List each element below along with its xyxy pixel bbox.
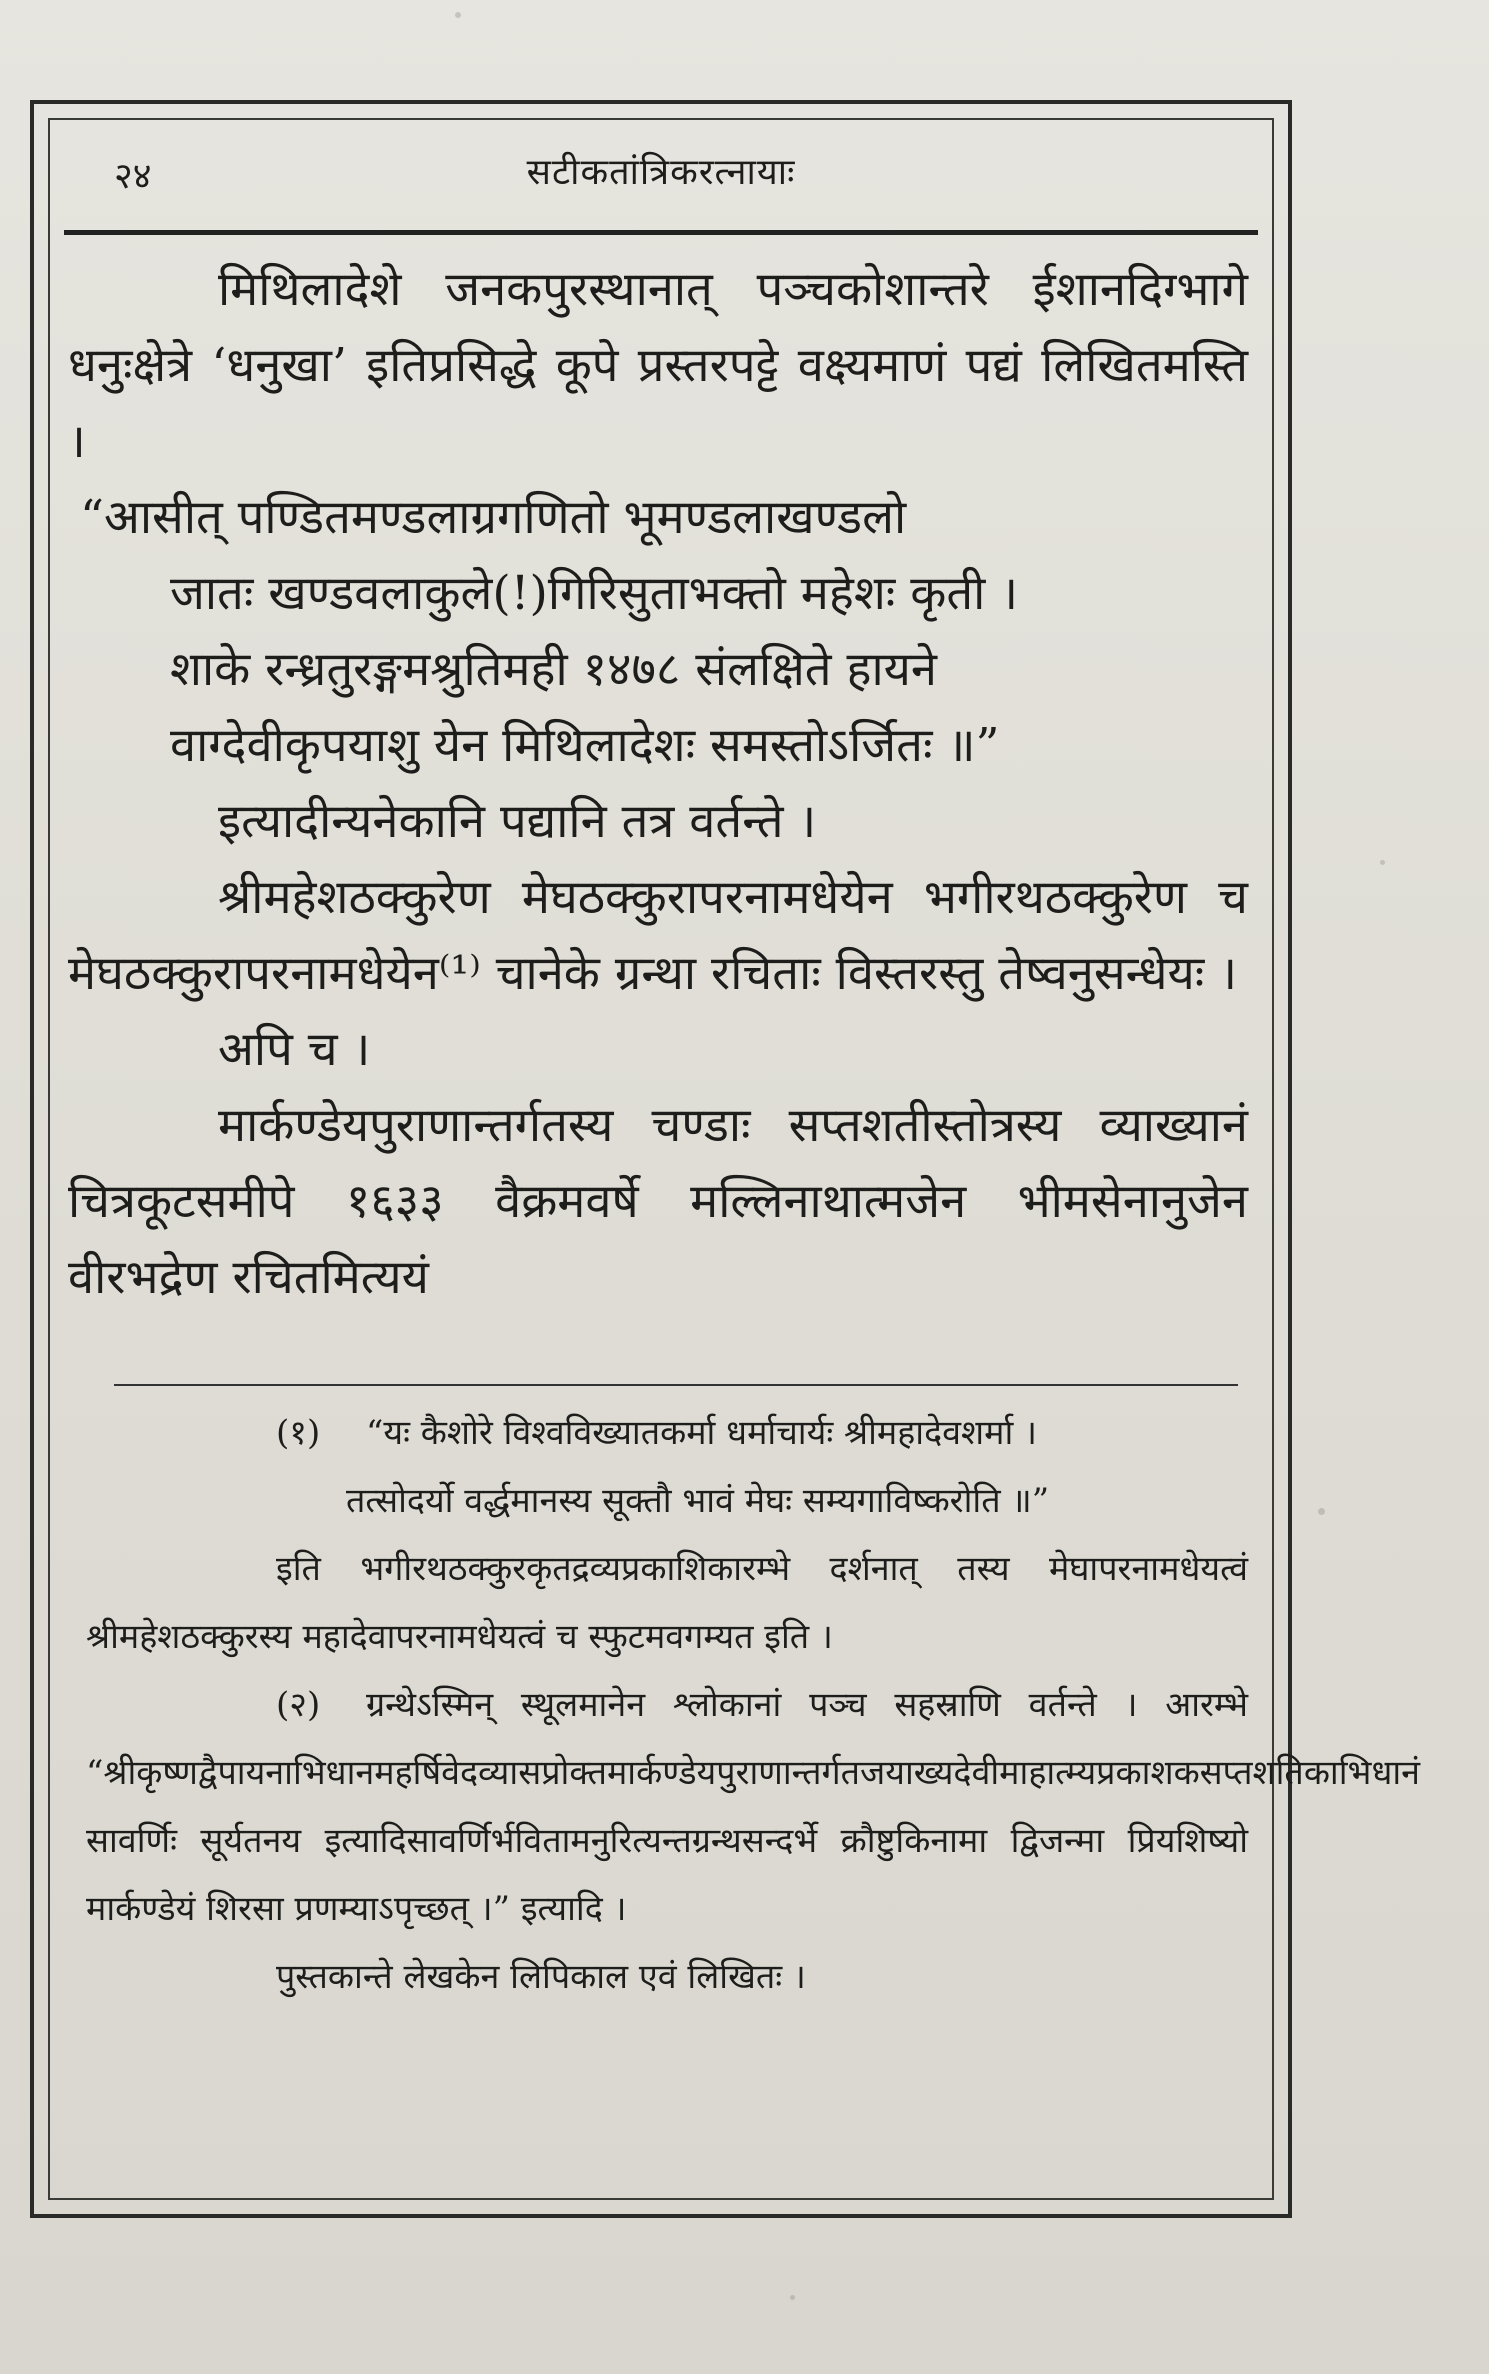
footnote-2-marker: (२)	[276, 1685, 321, 1725]
page-number: २४	[114, 156, 152, 197]
inscription-verse	[68, 480, 1248, 784]
footnote-1-text: इति भगीरथठक्कुरकृतद्रव्यप्रकाशिकारम्भे दर्शनात् तस्य मेघापरनामधेयत्वं श्रीमहेशठक्कुरस्य महादेवापरनामधेयत्वं च स्फुटमवगम्यत इति ।	[86, 1549, 1248, 1657]
verse-line: “आसीत् पण्डितमण्डलाग्रगणितो भूमण्डलाखण्डलो	[80, 490, 907, 545]
paragraph-other-verses: इत्यादीन्यनेकानि पद्यानि तत्र वर्तन्ते ।	[218, 794, 817, 849]
footnote-rule	[114, 1384, 1238, 1386]
print-speck	[455, 12, 461, 18]
header-rule	[64, 230, 1258, 235]
footnote-1-marker: (१)	[276, 1413, 321, 1453]
verse-line: जातः खण्डवलाकुले(!)गिरिसुताभक्तो महेशः कृती ।	[170, 566, 1019, 621]
footnote-1-verse-1-text: “यः कैशोरे विश्वविख्यातकर्मा धर्माचार्यः श्रीमहादेवशर्मा ।	[366, 1413, 1037, 1453]
footnote-2	[86, 1671, 1421, 1943]
print-speck	[1318, 1508, 1325, 1515]
page-border	[30, 100, 1421, 2218]
paragraph-authors: श्रीमहेशठक्कुरेण मेघठक्कुरापरनामधेयेन भगीरथठक्कुरेण च मेघठक्कुरापरनामधेयेन⁽¹⁾ चानेके ग्रन्था रचिताः विस्तरस्तु तेष्वनुसन्धेयः ।	[68, 870, 1248, 1001]
paragraph-inscription: मिथिलादेशे जनकपुरस्थानात् पञ्चकोशान्तरे ईशानदिग्भागे धनुःक्षेत्रे ‘धनुखा’ इतिप्रसिद्धे कूपे प्रस्तरपट्टे वक्ष्यमाणं पद्यं लिखितमस्ति ।	[68, 262, 1248, 469]
print-speck	[1380, 860, 1385, 865]
footnote-2-text: ग्रन्थेऽस्मिन् स्थूलमानेन श्लोकानां पञ्च सहस्राणि वर्तन्ते । आरम्भे “श्रीकृष्णद्वैपायनाभिधानमहर्षिवेदव्यासप्रोक्तमार्कण्डेयपुराणान्तर्गतजयाख्यदेवीमाहात्म्यप्रकाशकसप्तशतिकाभिधानं सावर्णिः सूर्यतनय इत्यादिसावर्णिर्भवितामनुरित्यन्तग्रन्थसन्दर्भे क्रौष्टुकिनामा द्विजन्मा प्रियशिष्यो मार्कण्डेयं शिरसा प्रणम्याऽपृच्छत् ।” इत्यादि ।	[86, 1685, 1421, 1929]
print-speck	[790, 2295, 795, 2300]
main-text	[68, 252, 1248, 1316]
paragraph-commentary: मार्कण्डेयपुराणान्तर्गतस्य चण्डाः सप्तशतीस्तोत्रस्य व्याख्यानं चित्रकूटसमीपे १६३३ वैक्रमवर्षे मल्लिनाथात्मजेन भीमसेनानुजेन वीरभद्रेण रचितमित्ययं	[68, 1098, 1248, 1305]
verse-line: शाके रन्ध्रतुरङ्गमश्रुतिमही १४७८ संलक्षिते हायने	[170, 642, 938, 697]
footnote-1-verse-2: तत्सोदर्यो वर्द्धमानस्य सूक्तौ भावं मेघः सम्यगाविष्करोति ॥”	[346, 1481, 1050, 1521]
paragraph-api-ca: अपि च ।	[218, 1022, 371, 1077]
running-head: सटीकतांत्रिकरत्नायाः	[526, 152, 796, 193]
page-header	[74, 124, 1248, 224]
footnote-2-colophon: पुस्तकान्ते लेखकेन लिपिकाल एवं लिखितः ।	[276, 1957, 806, 1997]
verse-line: वाग्देवीकृपयाशु येन मिथिलादेशः समस्तोऽर्जितः ॥”	[170, 718, 1000, 773]
footnotes	[86, 1399, 1421, 2011]
footnote-1-verse-1	[86, 1399, 1248, 1467]
